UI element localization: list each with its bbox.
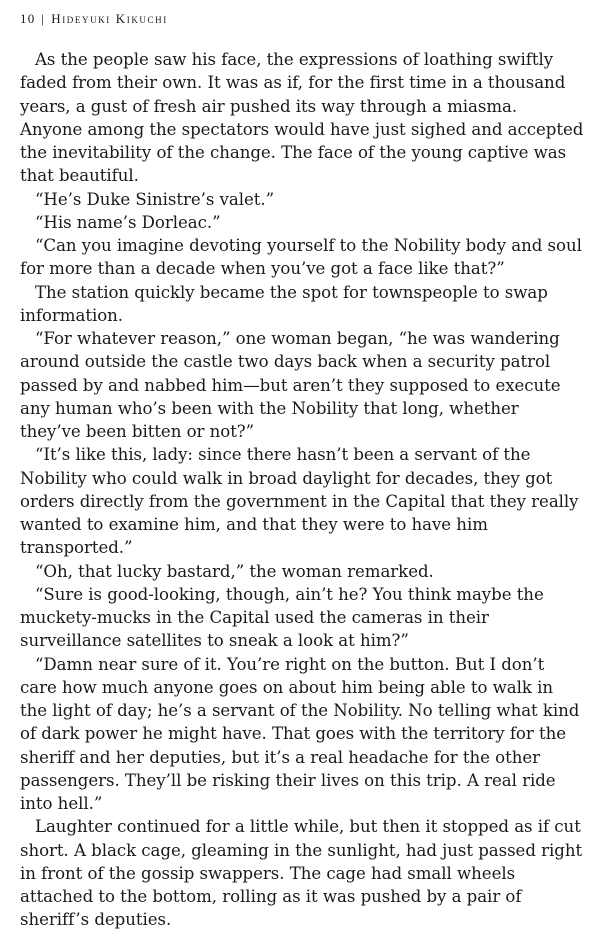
paragraph: As the people saw his face, the expressions of loathing swiftly faded from their own. It was as if, for the first time in a thousand years, a gust of fresh air pushed its way through a miasma. Anyone among the spectators would have just sighed and accepted the inevitability of the change. The face of the young captive was that beautiful. bbox=[20, 50, 584, 186]
page-number: 10 bbox=[20, 11, 36, 26]
book-page bbox=[20, 8, 584, 932]
paragraph: The station quickly became the spot for townspeople to swap information. bbox=[20, 282, 548, 325]
paragraph: “His name’s Dorleac.” bbox=[35, 212, 221, 232]
paragraph: “Can you imagine devoting yourself to the Nobility body and soul for more than a decade when you’ve got a face like that?” bbox=[20, 236, 582, 279]
paragraph: “He’s Duke Sinistre’s valet.” bbox=[35, 189, 275, 209]
paragraph: “It’s like this, lady: since there hasn’t been a servant of the Nobility who could walk in broad daylight for decades, they got orders directly from the government in the Capital that they really wanted to examine him, and that they were to have him transported.” bbox=[20, 445, 579, 558]
paragraph: “Sure is good-looking, though, ain’t he? You think maybe the muckety-mucks in the Capital used the cameras in their surveillance satellites to sneak a look at him?” bbox=[20, 584, 544, 651]
paragraph: Laughter continued for a little while, but then it stopped as if cut short. A black cage, gleaming in the sunlight, had just passed right in front of the gossip swappers. The cage had small wheels attached to the bottom, rolling as it was pushed by a pair of sheriff’s deputies. bbox=[20, 817, 583, 930]
paragraph: “Oh, that lucky bastard,” the woman remarked. bbox=[35, 561, 434, 581]
author-name: Hideyuki Kikuchi bbox=[51, 11, 168, 26]
running-head bbox=[20, 8, 584, 30]
paragraph: “For whatever reason,” one woman began, “he was wandering around outside the castle two days back when a security patrol passed by and nabbed him—but aren’t they supposed to execute any human who’s been with the Nobility that long, whether they’ve been bitten or not?” bbox=[20, 329, 561, 441]
header-separator: | bbox=[41, 11, 46, 26]
paragraph: “Damn near sure of it. You’re right on the button. But I don’t care how much anyone goes on about him being able to walk in the light of day; he’s a servant of the Nobility. No telling what kind of dark power he might have. That goes with the territory for the sheriff and her deputies, but it’s a real headache for the other passengers. They’ll be risking their lives on this trip. A real ride into hell.” bbox=[20, 654, 580, 813]
body-text bbox=[20, 48, 584, 932]
